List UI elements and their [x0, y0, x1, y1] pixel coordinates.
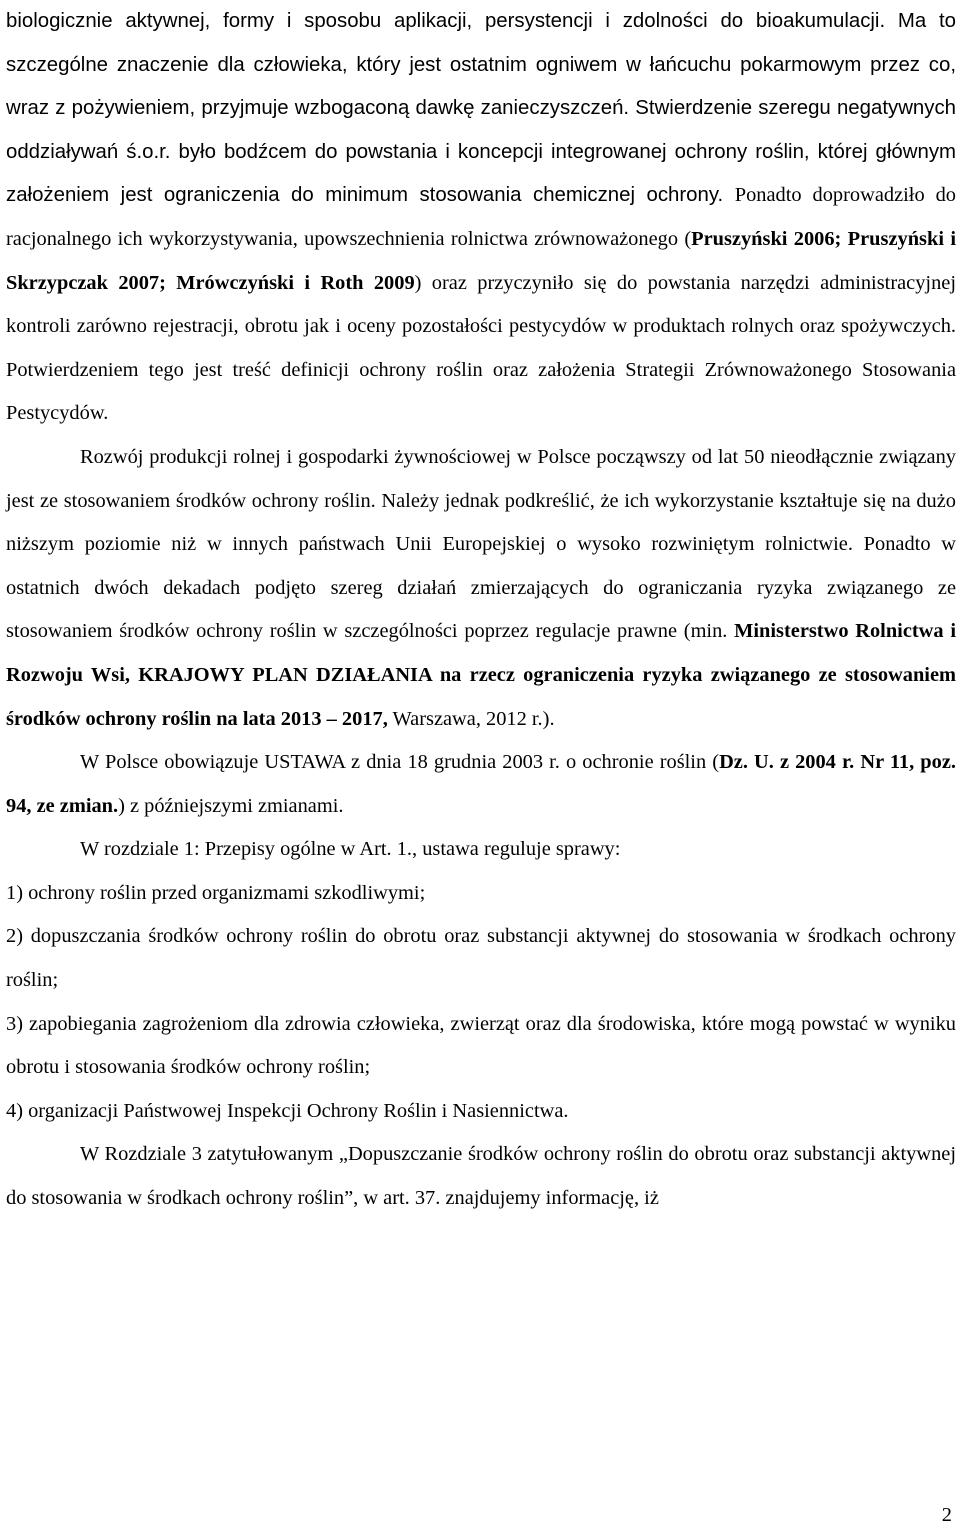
paragraph-5 — [6, 1133, 956, 1220]
list-item-2 — [6, 915, 956, 1002]
text-run: Rozwój produkcji rolnej i gospodarki żywnościowej w Polsce począwszy od lat 50 nieodłącznie związany jest ze stosowaniem środków ochrony roślin. Należy jednak podkreślić, że ich wykorzystanie kształtuje się na dużo niższym poziomie niż w innych państwach Unii Europejskiej o wysoko rozwiniętym rolnictwie. Ponadto w ostatnich dwóch dekadach podjęto szereg działań zmierzających do ograniczania ryzyka związanego ze stosowaniem środków ochrony roślin w szczególności poprzez regulacje prawne (min. — [6, 445, 956, 643]
text-run: W Rozdziale 3 zatytułowanym „Dopuszczanie środków ochrony roślin do obrotu oraz substancji aktywnej do stosowania w środkach ochrony roślin”, w art. 37. znajdujemy informację, iż — [6, 1143, 956, 1210]
text-run: W Polsce obowiązuje USTAWA z dnia 18 grudnia 2003 r. o ochronie roślin ( — [80, 751, 720, 774]
citation: Pruszyński 2006; Pruszyński i Skrzypczak 2007; Mrówczyński i Roth 2009 — [6, 227, 956, 294]
text-run: Warszawa, 2012 r.). — [387, 707, 555, 730]
text-run: ) oraz przyczyniło się do powstania narzędzi administracyjnej kontroli zarówno rejestracji, obrotu jak i oceny pozostałości pestycydów w produktach rolnych oraz spożywczych. Potwierdzeniem tego jest treść definicji ochrony roślin oraz założenia Strategii Zrównoważonego Stosowania Pestycydów. — [6, 271, 956, 425]
text-run: 2) dopuszczania środków ochrony roślin do obrotu oraz substancji aktywnej do stosowania w środkach ochrony roślin; — [6, 925, 956, 992]
list-item-4 — [6, 1090, 956, 1134]
text-run: ) z późniejszymi zmianami. — [118, 794, 344, 817]
citation: Ministerstwo Rolnictwa i Rozwoju Wsi, KRAJOWY PLAN DZIAŁANIA na rzecz ograniczenia ryzyka związanego ze stosowaniem środków ochrony roślin na lata 2013 – 2017, — [6, 620, 956, 730]
list-item-3 — [6, 1003, 956, 1090]
document-body — [6, 0, 956, 1221]
text-run: 1) ochrony roślin przed organizmami szkodliwymi; — [6, 881, 426, 904]
text-run: Ponadto doprowadziło do racjonalnego ich wykorzystywania, upowszechnienia rolnictwa zrównoważonego ( — [6, 184, 956, 250]
citation: Dz. U. z 2004 r. Nr 11, poz. 94, ze zmian. — [6, 751, 956, 817]
text-run: W rozdziale 1: Przepisy ogólne w Art. 1., ustawa reguluje sprawy: — [80, 838, 621, 861]
text-run: biologicznie aktywnej, formy i sposobu aplikacji, persystencji i zdolności do bioakumulacji. Ma to szczególne znaczenie dla człowieka, który jest ostatnim ogniwem w łańcuchu pokarmowym przez co, wraz z pożywieniem, przyjmuje wzbogaconą dawkę zanieczyszczeń. Stwierdzenie szeregu negatywnych oddziaływań ś.o.r. było bodźcem do powstania i koncepcji integrowanej ochrony roślin, której głównym założeniem jest ograniczenia do minimum stosowania chemicznej ochrony. — [6, 10, 956, 207]
paragraph-4 — [6, 828, 956, 872]
text-run: 3) zapobiegania zagrożeniom dla zdrowia człowieka, zwierząt oraz dla środowiska, które mogą powstać w wyniku obrotu i stosowania środków ochrony roślin; — [6, 1012, 956, 1079]
page-number: 2 — [941, 1504, 952, 1526]
paragraph-1 — [6, 0, 956, 436]
text-run: 4) organizacji Państwowej Inspekcji Ochrony Roślin i Nasiennictwa. — [6, 1099, 569, 1122]
paragraph-2 — [6, 436, 956, 741]
list-item-1 — [6, 872, 956, 916]
paragraph-3 — [6, 741, 956, 828]
